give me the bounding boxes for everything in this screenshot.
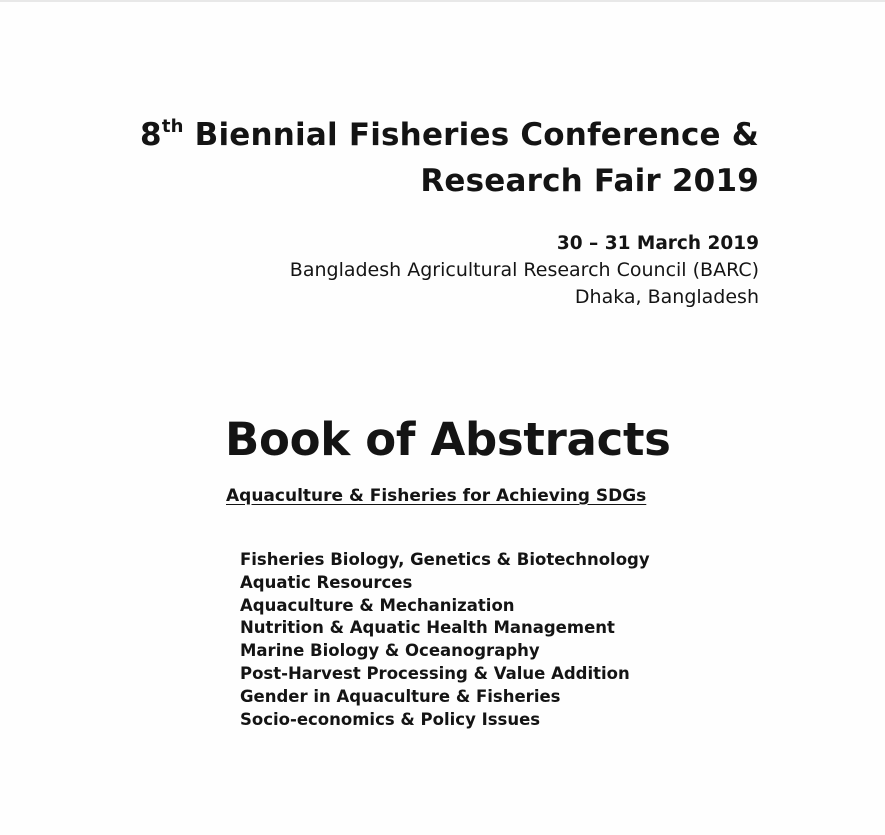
- conference-title-line-2: Research Fair 2019: [420, 163, 759, 199]
- topic-item: Gender in Aquaculture & Fisheries: [240, 686, 561, 706]
- conference-dates: 30 – 31 March 2019: [556, 233, 759, 254]
- topic-item: Aquaculture & Mechanization: [240, 595, 515, 615]
- topic-item: Socio-economics & Policy Issues: [240, 709, 541, 729]
- topic-item: Post-Harvest Processing & Value Addition: [240, 663, 630, 683]
- conference-title-text-1: Biennial Fisheries Conference &: [194, 117, 759, 153]
- scan-edge: [0, 0, 885, 2]
- topics-list: [240, 549, 650, 731]
- conference-location: Dhaka, Bangladesh: [574, 286, 759, 308]
- book-title: Book of Abstracts: [225, 413, 671, 466]
- topic-item: Aquatic Resources: [240, 572, 413, 592]
- conference-ordinal-suffix: th: [161, 115, 184, 137]
- conference-title-line-1: [139, 112, 759, 158]
- conference-ordinal: 8: [140, 117, 162, 153]
- book-theme: Aquaculture & Fisheries for Achieving SDGs: [226, 486, 647, 506]
- topic-item: Nutrition & Aquatic Health Management: [240, 618, 615, 638]
- topic-item: Marine Biology & Oceanography: [240, 641, 540, 661]
- conference-venue: Bangladesh Agricultural Research Council (BARC): [289, 259, 759, 281]
- topic-item: Fisheries Biology, Genetics & Biotechnology: [240, 550, 650, 569]
- conference-title: [139, 112, 759, 204]
- conference-info: [199, 230, 759, 311]
